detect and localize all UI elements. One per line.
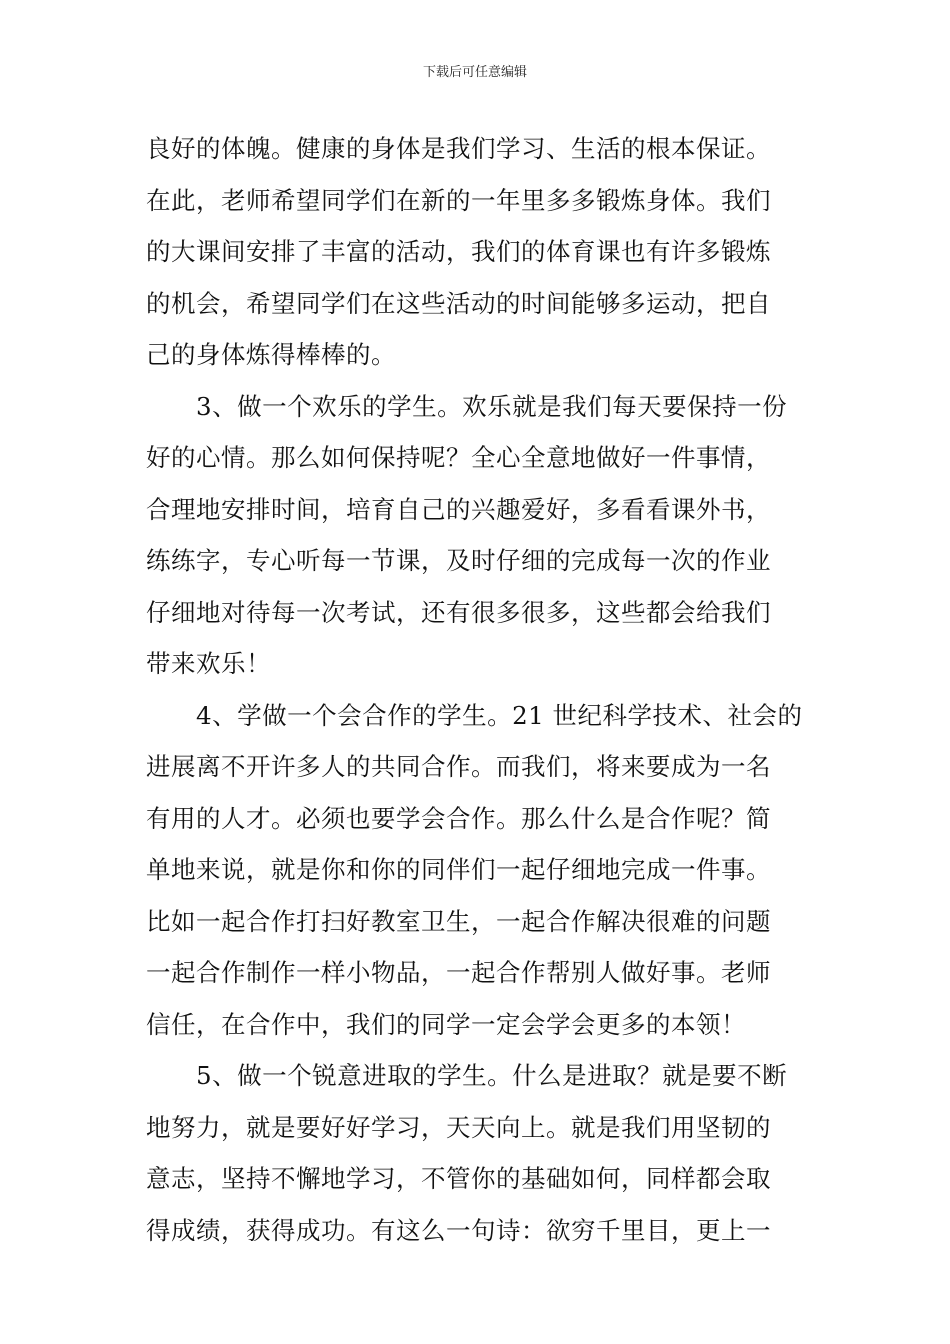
text-line: 得成绩，获得成功。有这么一句诗：欲穷千里目，更上一 xyxy=(146,1215,771,1245)
text-line: 练练字，专心听每一节课，及时仔细的完成每一次的作业 xyxy=(146,546,771,575)
text-line: 一起合作制作一样小物品，一起合作帮别人做好事。老师 xyxy=(146,958,771,987)
text-line: 仔细地对待每一次考试，还有很多很多，这些都会给我们 xyxy=(146,597,771,627)
text-line: 比如一起合作打扫好教室卫生，一起合作解决很难的问题 xyxy=(146,906,771,936)
text-line: 进展离不开许多人的共同合作。而我们，将来要成为一名 xyxy=(146,752,771,781)
text-line: 意志，坚持不懈地学习，不管你的基础如何，同样都会取 xyxy=(146,1164,771,1193)
text-line: 带来欢乐！ xyxy=(146,649,271,678)
text-line: 有用的人才。必须也要学会合作。那么什么是合作呢？简 xyxy=(146,803,771,833)
page-header: 下载后可任意编辑 xyxy=(422,65,527,80)
text-line: 在此，老师希望同学们在新的一年里多多锻炼身体。我们 xyxy=(146,185,771,215)
paragraph-start-line: 4、学做一个会合作的学生。21 世纪科学技术、社会的 xyxy=(196,700,803,730)
text-line: 的大课间安排了丰富的活动，我们的体育课也有许多锻炼 xyxy=(146,237,771,266)
text-line: 信任，在合作中，我们的同学一定会学会更多的本领！ xyxy=(146,1009,746,1039)
text-line: 好的心情。那么如何保持呢？全心全意地做好一件事情， xyxy=(146,443,771,472)
text-line: 的机会，希望同学们在这些活动的时间能够多运动，把自 xyxy=(146,288,771,318)
document-body xyxy=(146,126,810,1259)
paragraph-start-line: 3、做一个欢乐的学生。欢乐就是我们每天要保持一份 xyxy=(196,391,788,421)
text-line: 单地来说，就是你和你的同伴们一起仔细地完成一件事。 xyxy=(146,855,771,884)
text-line: 己的身体炼得棒棒的。 xyxy=(146,340,396,369)
text-line: 地努力，就是要好好学习，天天向上。就是我们用坚韧的 xyxy=(146,1112,771,1142)
text-line: 合理地安排时间，培育自己的兴趣爱好，多看看课外书， xyxy=(146,494,771,524)
paragraph-start-line: 5、做一个锐意进取的学生。什么是进取？就是要不断 xyxy=(196,1061,788,1090)
text-line: 良好的体魄。健康的身体是我们学习、生活的根本保证。 xyxy=(146,134,771,163)
